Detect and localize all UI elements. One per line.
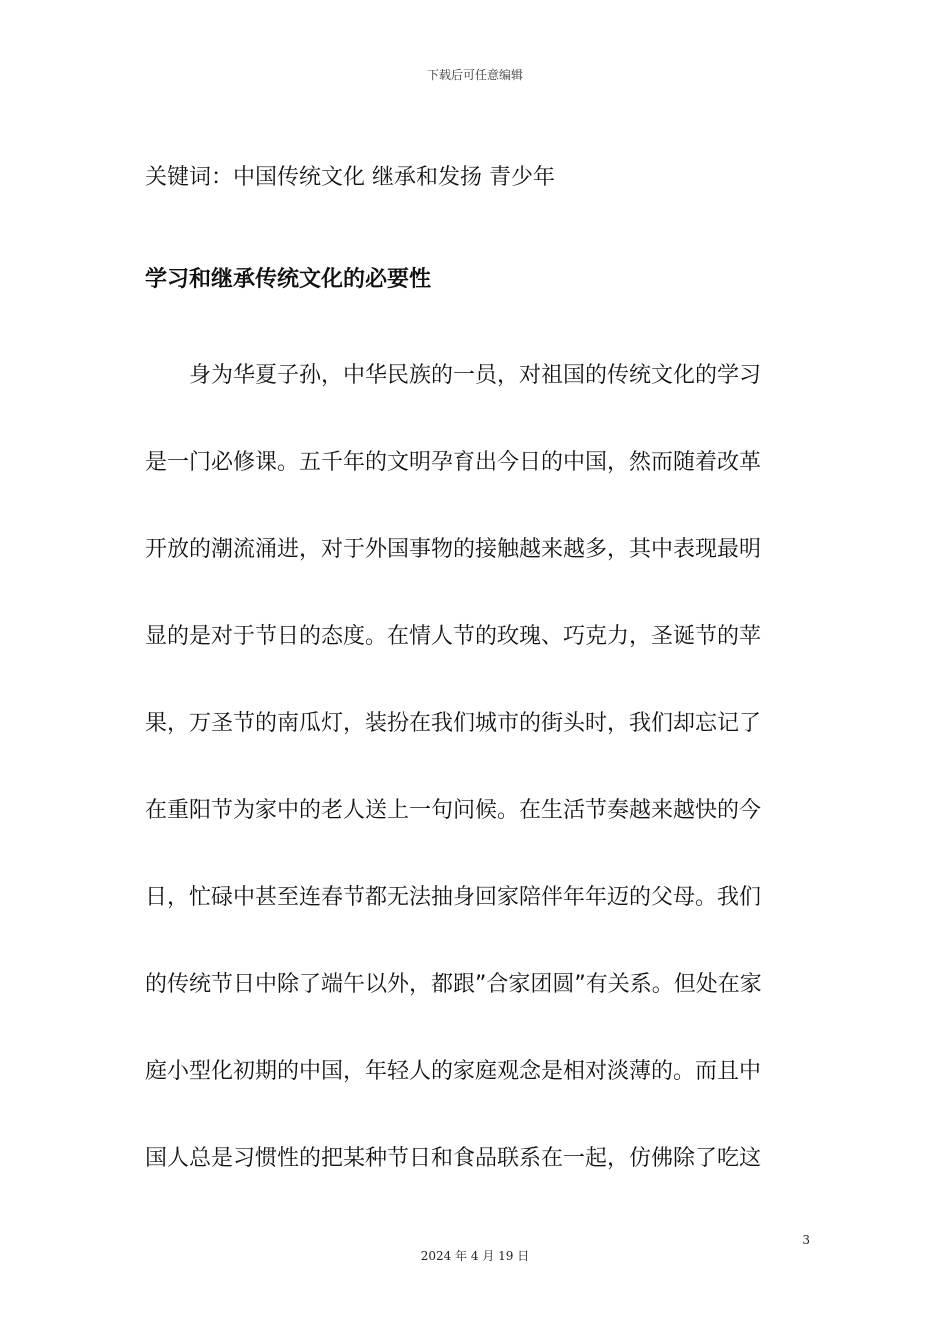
page-header: 下载后可任意编辑 <box>426 68 523 82</box>
paragraph-line: 果，万圣节的南瓜灯，装扮在我们城市的街头时，我们却忘记了 <box>145 711 762 736</box>
paragraph-line: 是一门必修课。五千年的文明孕育出今日的中国，然而随着改革 <box>145 450 762 475</box>
paragraph-line: 身为华夏子孙，中华民族的一员，对祖国的传统文化的学习 <box>189 363 762 388</box>
paragraph-line: 开放的潮流涌进，对于外国事物的接触越来越多，其中表现最明 <box>145 537 762 562</box>
body-paragraph <box>145 360 825 1230</box>
paragraph-line: 国人总是习惯性的把某种节日和食品联系在一起，仿佛除了吃这 <box>145 1146 762 1171</box>
paragraph-line: 日，忙碌中甚至连春节都无法抽身回家陪伴年年迈的父母。我们 <box>145 885 762 910</box>
paragraph-line: 的传统节日中除了端午以外，都跟”合家团圆”有关系。但处在家 <box>145 972 762 997</box>
paragraph-line: 在重阳节为家中的老人送上一句问候。在生活节奏越来越快的今 <box>145 798 762 823</box>
paragraph-line: 庭小型化初期的中国，年轻人的家庭观念是相对淡薄的。而且中 <box>145 1059 762 1084</box>
footer-date: 2024 年 4 月 19 日 <box>420 1249 530 1263</box>
keywords-line: 关键词：中国传统文化 继承和发扬 青少年 <box>145 165 555 190</box>
section-title: 学习和继承传统文化的必要性 <box>145 267 432 292</box>
page-number: 3 <box>802 1233 810 1247</box>
paragraph-line: 显的是对于节日的态度。在情人节的玫瑰、巧克力，圣诞节的苹 <box>145 624 762 649</box>
